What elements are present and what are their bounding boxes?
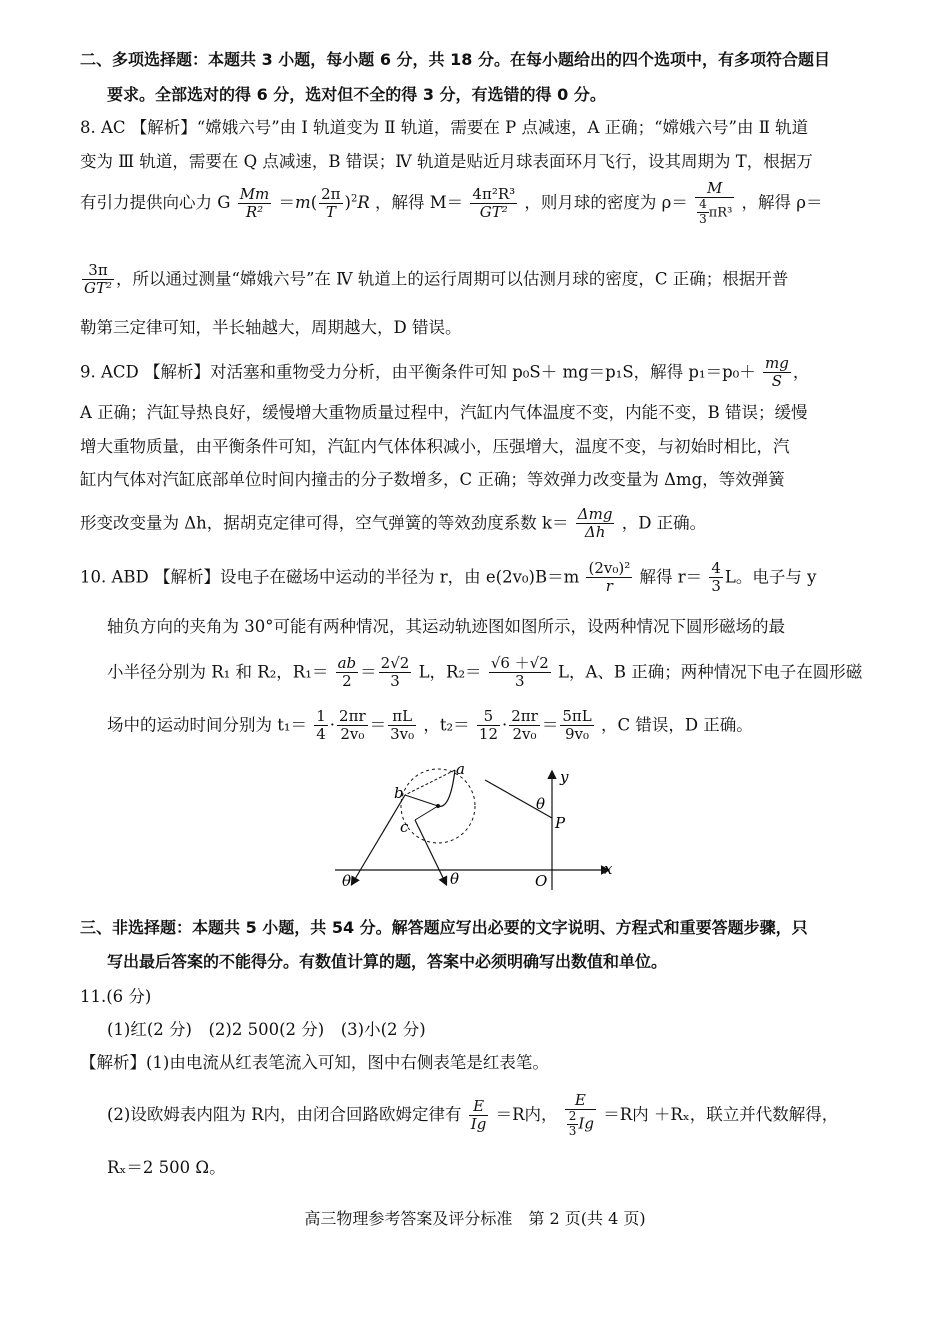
q8-text-e: ，所以通过测量“嫦娥六号”在 Ⅳ 轨道上的运行周期可以估测月球的密度，C 正确；根据开普: [116, 269, 789, 289]
frac-2pir-2v0: $\frac{2\pi r}{\text{2v₀}}$: [339, 707, 366, 744]
label-O: O: [535, 872, 548, 890]
q10-text-g: 场中的运动时间分别为 t₁＝: [107, 715, 307, 735]
q10-line1: [80, 560, 816, 596]
section2-heading-line2: 要求。全部选对的得 6 分，选对但不全的得 3 分，有选错的得 0 分。: [107, 85, 606, 104]
q10-text-d: 小半径分别为 R₁ 和 R₂，R₁＝: [107, 662, 329, 682]
q9-line2: A 正确；汽缸导热良好，缓慢增大重物质量过程中，汽缸内气体温度不变，内能不变，B 错误；缓慢: [80, 403, 808, 422]
q9-line3: 增大重物质量，由平衡条件可知，汽缸内气体体积减小，压强增大，温度不变，与初始时相比，汽: [80, 437, 790, 456]
q9-text-c: ，D 正确。: [621, 513, 707, 533]
frac-5-12: $\frac{5}{12}$: [478, 707, 498, 744]
q11-line4: [107, 1092, 838, 1139]
label-b: b: [394, 784, 404, 802]
q10-text-e: L，R₂＝: [418, 662, 482, 682]
frac-mg-S: $\frac{mg}{S}$: [765, 354, 789, 391]
q8-text-b: ，解得 M＝: [375, 192, 464, 212]
frac-sqrt6-3: $\frac{√6 +√2}{3}$: [490, 654, 549, 691]
label-x: x: [604, 860, 613, 878]
q11-text-a: (2)设欧姆表内阻为 R内，由闭合回路欧姆定律有: [107, 1104, 462, 1124]
q10-line3: 小半径分别为 R₁ 和 R₂，R₁＝ $\frac{ab}{2}$ ＝ $\frac{2√2}{3}$ L，R₂＝ $\frac{√6 +√2}{3}$ L，A、B 正确；两种情况下电子在圆形磁: [107, 654, 863, 691]
frac-4-3: $\frac{4}{3}$: [711, 559, 721, 596]
outgoing-path-b: [352, 795, 405, 884]
q8-text-a: 有引力提供向心力 G: [80, 192, 231, 212]
section2-heading-line1: 二、多项选择题：本题共 3 小题，每小题 6 分，共 18 分。在每小题给出的四个选项中，有多项符合题目: [80, 50, 830, 69]
label-P: P: [555, 814, 566, 832]
frac-v0sq-r: $\frac{\text{(2v₀)²}}{r}$: [588, 559, 631, 596]
q8-text-d: ，解得 ρ＝: [741, 192, 823, 212]
q10-line4: 场中的运动时间分别为 t₁＝ $\frac{1}{4}$ · $\frac{2\pi r}{\text{2v₀}}$ ＝ $\frac{\pi L}{\text{3v₀}}$ ，t₂＝ $\frac{5}{12}$ · $\frac{2\pi r}{\text{2v₀}}$ ＝ $\frac{5\pi L}{\text{9v₀}}$ ，C 错误，D 正确。: [107, 707, 753, 744]
frac-1-4: $\frac{1}{4}$: [316, 707, 326, 744]
q11-line3: 【解析】(1)由电流从红表笔流入可知，图中右侧表笔是红表笔。: [80, 1053, 549, 1072]
q9-line1: 9. ACD 【解析】对活塞和重物受力分析，由平衡条件可知 p₀S＋ mg＝p₁S，解得 p₁＝p₀＋ $\frac{mg}{S}$ ，: [80, 354, 810, 391]
circle-center: [436, 804, 440, 808]
q8-line2: 变为 Ⅲ 轨道，需要在 Q 点减速，B 错误；Ⅳ 轨道是贴近月球表面环月飞行，设其周期为 T，根据万: [80, 152, 813, 171]
frac-5piL-9v0: $\frac{5\pi L}{\text{9v₀}}$: [562, 707, 592, 744]
q11-text-c: ＝R内 ＋Rₓ，联立并代数解得，: [603, 1104, 839, 1124]
q9-text-b: 形变改变量为 Δh，据胡克定律可得，空气弹簧的等效劲度系数 k＝: [80, 513, 569, 533]
q9-line5: [80, 506, 706, 542]
radius-c: [415, 806, 438, 820]
q9-text-a: 9. ACD 【解析】对活塞和重物受力分析，由平衡条件可知 p₀S＋ mg＝p₁S，解得 p₁＝p₀＋: [80, 362, 756, 382]
q10-text-c: L。电子与 y: [724, 567, 817, 587]
label-theta-2: θ: [342, 872, 352, 890]
label-a: a: [456, 760, 465, 778]
q11-line1: 11.(6 分): [80, 987, 152, 1006]
q11-line2: (1)红(2 分) (2)2 500(2 分) (3)小(2 分): [107, 1020, 426, 1039]
q9-line4: 缸内气体对汽缸底部单位时间内撞击的分子数增多，C 正确；等效弹力改变量为 Δmg，等效弹簧: [80, 470, 785, 489]
q8-line5: 勒第三定律可知，半长轴越大，周期越大，D 错误。: [80, 318, 462, 337]
chord-ab: [405, 770, 455, 795]
frac-Mm-R2: $\frac{Mm}{\text{R²}}$: [239, 184, 270, 221]
radius-b: [405, 795, 438, 806]
trajectory-figure: [330, 760, 620, 900]
label-c: c: [400, 818, 409, 836]
q8-line1: 8. AC 【解析】“嫦娥六号”由 Ⅰ 轨道变为 Ⅱ 轨道，需要在 P 点减速，A 正确；“嫦娥六号”由 Ⅱ 轨道: [80, 118, 809, 137]
arc-a: [438, 770, 455, 806]
q10-text-a: 10. ABD 【解析】设电子在磁场中运动的半径为 r，由 e(2v₀)B＝m: [80, 567, 580, 587]
frac-M: $\frac{\text{4π²R³}}{\text{GT²}}$: [472, 184, 516, 221]
q10-text-i: ，C 错误，D 正确。: [600, 715, 753, 735]
frac-2sqrt2-3: $\frac{2√2}{3}$: [380, 654, 410, 691]
q11-line5: Rₓ＝2 500 Ω。: [107, 1158, 226, 1177]
frac-rho: M $\frac{4}{3}$ πR³: [695, 180, 734, 227]
q8-text-c: ，则月球的密度为 ρ＝: [524, 192, 688, 212]
section3-heading-line2: 写出最后答案的不能得分。有数值计算的题，答案中必须明确写出数值和单位。: [107, 952, 668, 971]
frac-ab-2: $\frac{ab}{2}$: [337, 654, 357, 691]
label-y: y: [560, 768, 569, 786]
q10-line2: 轴负方向的夹角为 30°可能有两种情况，其运动轨迹图如图所示，设两种情况下圆形磁场的最: [107, 617, 785, 636]
q8-line4: [80, 262, 788, 298]
q10-text-b: 解得 r＝: [639, 567, 703, 587]
q10-text-f: L，A、B 正确；两种情况下电子在圆形磁: [558, 662, 863, 682]
frac-3pi-GT2: $\frac{3\pi}{\text{GT²}}$: [84, 261, 113, 298]
frac-E-Ig: $\frac{E}{Ig}$: [470, 1096, 487, 1133]
page-footer: 高三物理参考答案及评分标准 第 2 页(共 4 页): [304, 1209, 646, 1228]
label-theta-3: θ: [450, 870, 460, 888]
frac-E-2-3Ig: E $\frac{2}{3}$ Ig: [565, 1092, 596, 1139]
frac-2pir-2v0-b: $\frac{2\pi r}{\text{2v₀}}$: [511, 707, 538, 744]
frac-piL-3v0: $\frac{\pi L}{\text{3v₀}}$: [390, 707, 415, 744]
q8-line3: 有引力提供向心力 G $\frac{Mm}{\text{R²}}$ ＝m( $\frac{2\pi}{T}$ )$^2$R ，解得 M＝ $\frac{\text{4π²R³}}{\text{GT²}}$ ，则月球的密度为 ρ＝ M $\frac{4}{3}$ πR³ ，解得 ρ＝: [80, 179, 823, 227]
label-theta-1: θ: [536, 795, 546, 813]
q10-text-h: ，t₂＝: [423, 715, 470, 735]
frac-2pi-T: $\frac{2\pi}{T}$: [321, 184, 341, 221]
q11-text-b: ＝R内，: [495, 1104, 558, 1124]
section3-heading-line1: 三、非选择题：本题共 5 小题，共 54 分。解答题应写出必要的文字说明、方程式和重要答题步骤，只: [80, 918, 808, 937]
frac-dmg-dh: $\frac{\text{Δmg}}{\Delta h}$: [577, 505, 613, 542]
outgoing-path-c: [415, 820, 446, 884]
